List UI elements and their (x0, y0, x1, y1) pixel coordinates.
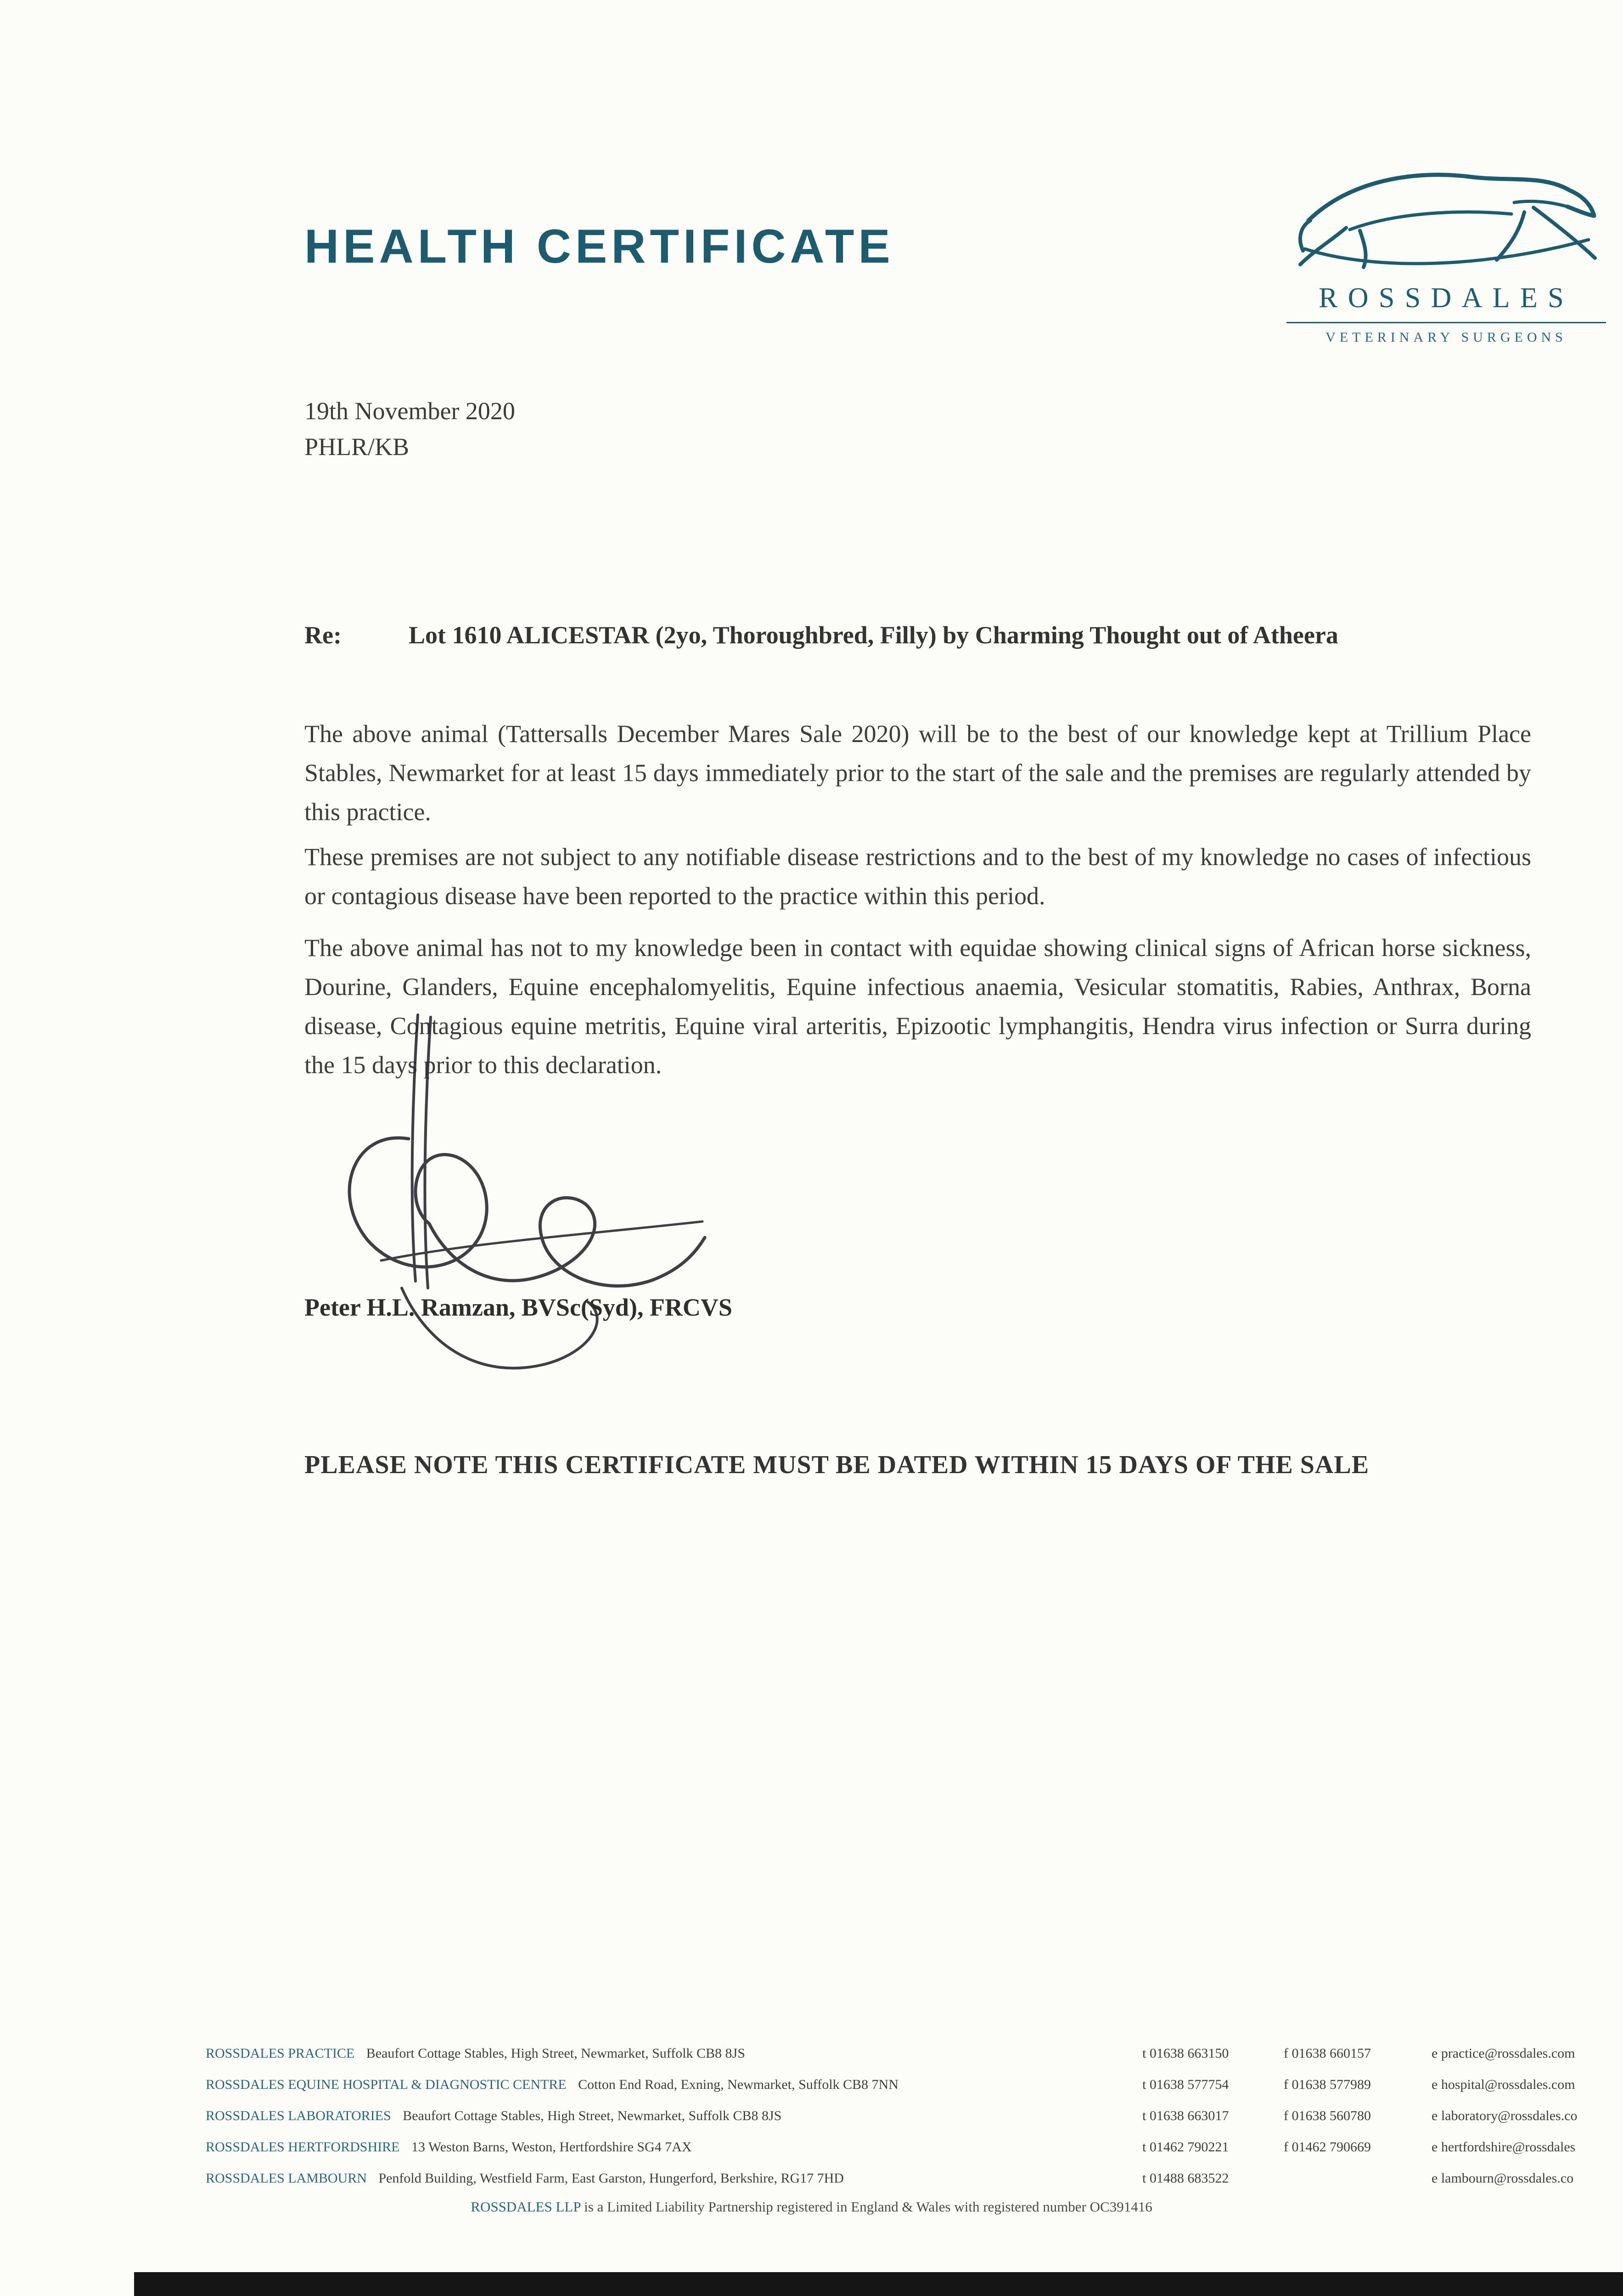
location-name-address (206, 2171, 1142, 2186)
registration-company: ROSSDALES LLP (471, 2199, 581, 2215)
location-name: ROSSDALES LAMBOURN (206, 2171, 367, 2186)
location-phone: t 01638 577754 (1142, 2077, 1229, 2092)
location-fax: f 01638 560780 (1284, 2108, 1371, 2123)
location-name-address (206, 2139, 1142, 2155)
body-paragraph-1: The above animal (Tattersalls December Mares Sale 2020) will be to the best of our knowledge kept at Trillium Place Stables, Newmarket for at least 15 days immediately prior to the start of the sale and the premises are regularly attended by this practice. (304, 720, 1531, 826)
location-name-address (206, 2108, 1142, 2124)
location-name-address (206, 2046, 1142, 2061)
location-fax: f 01462 790669 (1284, 2139, 1371, 2155)
letter-date: 19th November 2020 (304, 397, 515, 425)
location-name: ROSSDALES LABORATORIES (206, 2108, 391, 2123)
location-phone: t 01462 790221 (1142, 2139, 1229, 2155)
location-address: Penfold Building, Westfield Farm, East Garston, Hungerford, Berkshire, RG17 7HD (378, 2171, 844, 2186)
logo-rule (1286, 322, 1606, 323)
footer-location-row (206, 2100, 1623, 2132)
location-address: Cotton End Road, Exning, Newmarket, Suffolk CB8 7NN (578, 2077, 899, 2092)
location-email: e lambourn@rossdales.co (1432, 2171, 1574, 2186)
rossdales-logo (1286, 152, 1607, 345)
signatory-name: Peter H.L. Ramzan, BVSc(Syd), FRCVS (304, 1294, 732, 1321)
location-name: ROSSDALES EQUINE HOSPITAL & DIAGNOSTIC CENTRE (206, 2077, 567, 2092)
location-fax: f 01638 577989 (1284, 2077, 1371, 2092)
letter-reference: PHLR/KB (304, 433, 410, 461)
location-phone: t 01638 663017 (1142, 2108, 1229, 2123)
footer-location-row (206, 2132, 1623, 2163)
footer-location-row (206, 2163, 1623, 2194)
footer-locations (206, 2038, 1623, 2194)
body-paragraph-3: The above animal has not to my knowledge been in contact with equidae showing clinical signs of African horse sickness, Dourine, Glanders, Equine encephalomyelitis, Equine infectious anaemia, Vesicular stomatitis, Rabies, Anthrax, Borna disease, Contagious equine metritis, Equine viral arteritis, Epizootic lymphangitis, Hendra virus infection or Surra during the 15 days prior to this declaration. (304, 934, 1531, 1079)
re-label: Re: (304, 621, 342, 649)
location-email: e hertfordshire@rossdales (1432, 2139, 1576, 2155)
footer-location-row (206, 2069, 1623, 2100)
location-phone: t 01638 663150 (1142, 2046, 1229, 2061)
logo-wordmark: ROSSDALES (1319, 282, 1574, 314)
location-address: 13 Weston Barns, Weston, Hertfordshire SG4 7AX (411, 2139, 692, 2155)
handwritten-signature (294, 1006, 707, 1391)
date-block (304, 393, 515, 465)
location-phone: t 01488 683522 (1142, 2171, 1229, 2186)
location-email: e hospital@rossdales.com (1432, 2077, 1575, 2092)
certificate-notice: PLEASE NOTE THIS CERTIFICATE MUST BE DATED WITHIN 15 DAYS OF THE SALE (304, 1451, 1370, 1479)
location-name-address (206, 2077, 1142, 2093)
page-title: HEALTH CERTIFICATE (304, 220, 894, 273)
registration-text: is a Limited Liability Partnership registered in England & Wales with registered number OC391416 (580, 2199, 1152, 2215)
location-email: e practice@rossdales.com (1432, 2046, 1575, 2061)
logo-tagline: VETERINARY SURGEONS (1325, 330, 1567, 345)
location-name: ROSSDALES PRACTICE (206, 2046, 355, 2061)
body-paragraph-2: These premises are not subject to any notifiable disease restrictions and to the best of my knowledge no cases of infectious or contagious disease have been reported to the practice within this period. (304, 843, 1531, 910)
location-address: Beaufort Cottage Stables, High Street, Newmarket, Suffolk CB8 8JS (403, 2108, 782, 2123)
scan-edge-bar (134, 2272, 1623, 2296)
horse-logo-icon (1286, 152, 1607, 280)
re-subject: Lot 1610 ALICESTAR (2yo, Thoroughbred, Filly) by Charming Thought out of Atheera (409, 621, 1338, 649)
location-email: e laboratory@rossdales.co (1432, 2108, 1578, 2123)
location-fax: f 01638 660157 (1284, 2046, 1371, 2061)
registration-note (0, 2199, 1623, 2215)
location-name: ROSSDALES HERTFORDSHIRE (206, 2139, 400, 2155)
footer-location-row (206, 2038, 1623, 2069)
location-address: Beaufort Cottage Stables, High Street, Newmarket, Suffolk CB8 8JS (366, 2046, 745, 2061)
re-line (304, 621, 1535, 649)
